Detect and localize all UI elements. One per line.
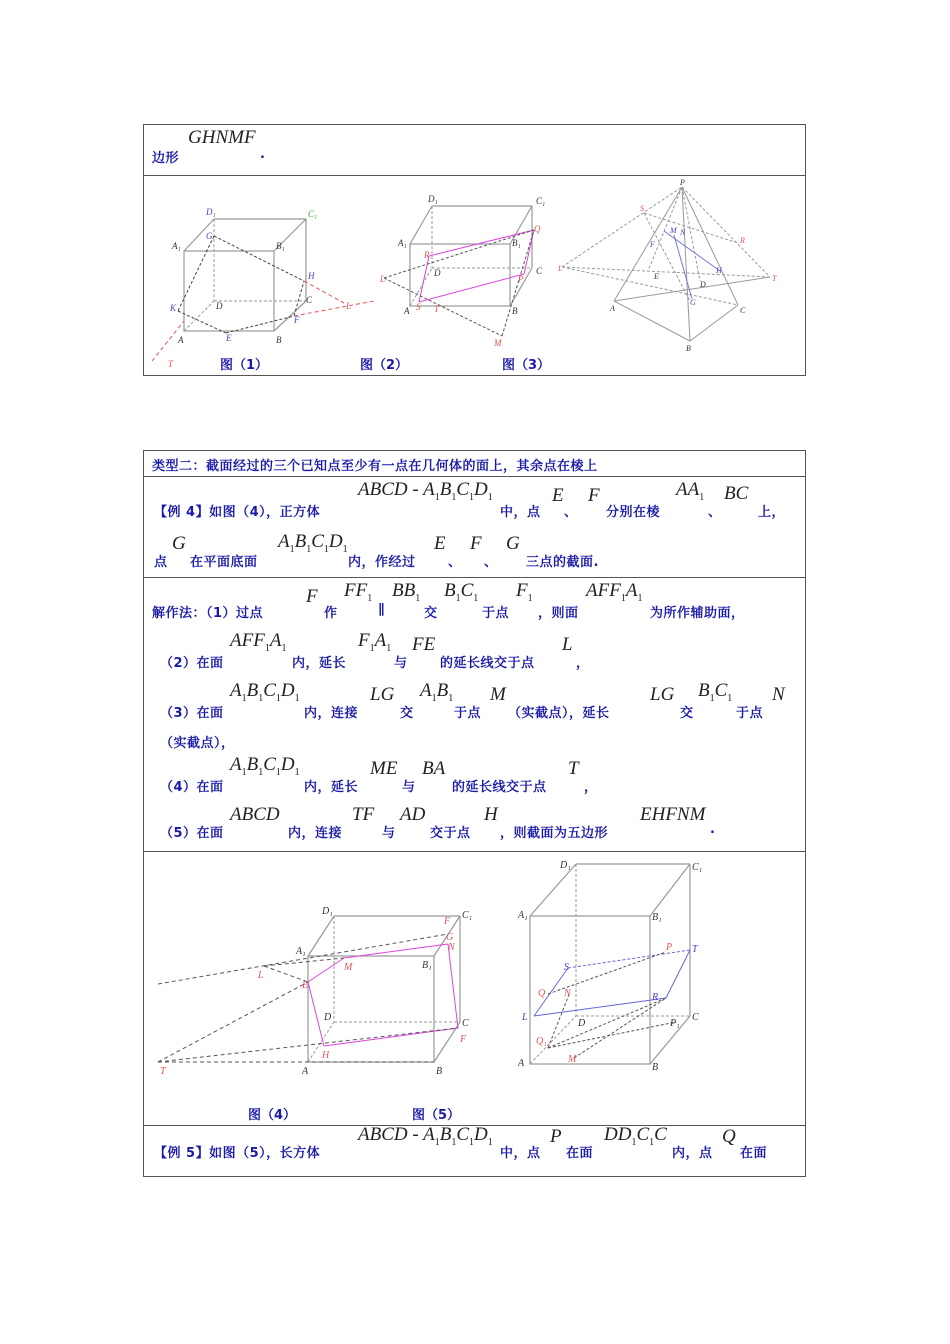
sol-l1-B1C1: $B_1C_1$ xyxy=(444,580,479,604)
sol-l3-f: 交 xyxy=(680,706,694,721)
svg-text:T: T xyxy=(772,274,777,283)
ex5-text-3: 在面 xyxy=(566,1146,594,1161)
sol-l4-T: T xyxy=(568,758,579,779)
svg-text:D: D xyxy=(216,301,223,311)
sol-l3-face: $A_1B_1C_1D_1$ xyxy=(230,680,300,704)
svg-text:D₁: D₁ xyxy=(560,860,571,871)
svg-text:R: R xyxy=(424,250,430,260)
sol-l3-M: M xyxy=(490,684,506,705)
sol-l2-c: 与 xyxy=(394,656,408,671)
svg-text:B: B xyxy=(436,1066,443,1077)
ex5-face: $DD_1C_1C$ xyxy=(604,1124,667,1148)
svg-text:M: M xyxy=(494,338,502,348)
sol-l3-LG2: LG xyxy=(650,684,675,705)
example-5-row xyxy=(144,1126,805,1176)
svg-text:K: K xyxy=(170,303,177,313)
ex4-E2: E xyxy=(434,533,446,554)
ex4-text-1: 【例 4】如图（4），正方体 xyxy=(154,505,321,520)
svg-text:L: L xyxy=(522,1012,528,1023)
svg-text:R: R xyxy=(652,992,659,1003)
svg-text:F: F xyxy=(650,240,655,249)
svg-text:H: H xyxy=(716,266,722,275)
svg-text:L: L xyxy=(258,970,264,981)
ex5-Q: Q xyxy=(722,1126,736,1147)
svg-text:D₁: D₁ xyxy=(322,906,333,917)
ex4-sep-2: 、 xyxy=(708,505,722,520)
heading-row xyxy=(144,451,805,477)
figures-row-2 xyxy=(144,852,805,1126)
sol-l1-BB1: $BB_1$ xyxy=(392,580,421,604)
formula-ghnmf: GHNMF xyxy=(188,127,256,148)
ex4-text-6: 在平面底面 xyxy=(190,555,258,570)
sol-l4-e: ， xyxy=(584,780,598,795)
ex5-P: P xyxy=(550,1126,562,1147)
sol-l1-d: 交 xyxy=(424,606,438,621)
svg-text:A: A xyxy=(610,304,615,313)
svg-text:N: N xyxy=(680,228,686,237)
sol-l3-A1B1: $A_1B_1$ xyxy=(420,680,454,704)
svg-text:N: N xyxy=(448,942,455,953)
sol-l1-F: F xyxy=(306,586,318,607)
type-heading: 类型二：截面经过的三个已知点至少有一点在几何体的面上，其余点在棱上 xyxy=(152,459,598,474)
figure-2 xyxy=(374,186,554,346)
svg-text:F: F xyxy=(294,315,300,325)
figure-3 xyxy=(554,178,794,353)
svg-text:B: B xyxy=(512,306,518,316)
ex5-text-2: 中，点 xyxy=(500,1146,541,1161)
svg-text:C: C xyxy=(536,266,543,276)
svg-text:T: T xyxy=(434,304,440,314)
ex4-sep-3: 、 xyxy=(448,555,462,570)
sol-l2-d: 的延长线交于点 xyxy=(440,656,535,671)
svg-text:A: A xyxy=(404,306,410,316)
svg-text:C₁: C₁ xyxy=(462,910,473,921)
ex4-text-8: 三点的截面. xyxy=(526,555,599,570)
sol-l3-h: （实截点）， xyxy=(160,736,235,751)
sol-l3-a: （3）在面 xyxy=(160,706,224,721)
svg-text:B: B xyxy=(652,1062,659,1073)
sol-l2-AFF1A1: $AFF_1A_1$ xyxy=(230,630,287,654)
table-1-row-figures xyxy=(144,176,805,376)
sol-l3-e: （实截点），延长 xyxy=(508,706,610,721)
svg-text:A: A xyxy=(518,1058,525,1069)
svg-text:A₁: A₁ xyxy=(172,241,181,251)
ex5-text-5: 在面 xyxy=(740,1146,768,1161)
sol-l1-F1: $F_1$ xyxy=(516,580,533,604)
caption-fig-2: 图（2） xyxy=(360,358,409,373)
row-text: 边形 xyxy=(152,151,180,166)
svg-text:A₁: A₁ xyxy=(518,910,528,921)
svg-text:G: G xyxy=(206,231,213,241)
sol-l4-BA: BA xyxy=(422,758,446,779)
svg-text:D: D xyxy=(700,280,706,289)
svg-text:P: P xyxy=(518,274,524,284)
sol-l1-c: ∥ xyxy=(378,602,385,617)
ex4-text-4: 上， xyxy=(758,505,786,520)
svg-text:S: S xyxy=(564,962,569,973)
caption-fig-4: 图（4） xyxy=(248,1108,297,1123)
svg-text:L: L xyxy=(380,274,386,284)
example-4-row xyxy=(144,477,805,578)
table-1-row-1 xyxy=(144,125,805,176)
svg-text:S: S xyxy=(416,302,421,312)
svg-text:C: C xyxy=(462,1018,469,1029)
svg-text:B: B xyxy=(276,335,282,345)
sol-l5-EHFNM: EHFNM xyxy=(640,804,706,825)
sol-l5-b: 内，连接 xyxy=(288,826,343,841)
svg-text:B₁: B₁ xyxy=(512,238,521,248)
svg-text:Q₁: Q₁ xyxy=(536,1036,547,1047)
svg-text:T: T xyxy=(160,1066,166,1077)
svg-text:D: D xyxy=(578,1018,586,1029)
svg-text:C₁: C₁ xyxy=(536,196,546,206)
sol-l1-g: 为所作辅助面， xyxy=(650,606,745,621)
caption-fig-3: 图（3） xyxy=(502,358,551,373)
svg-text:M: M xyxy=(568,1054,577,1065)
sol-l5-TF: TF xyxy=(352,804,375,825)
ex4-cube: ABCD - $A_1B_1C_1D_1$ xyxy=(358,479,493,503)
svg-text:B₁: B₁ xyxy=(276,241,285,251)
svg-text:R: R xyxy=(740,236,745,245)
sol-l5-c: 与 xyxy=(382,826,396,841)
sol-l3-d: 于点 xyxy=(454,706,482,721)
figure-5 xyxy=(504,852,734,1092)
sol-l1-AFF1A1: $AFF_1A_1$ xyxy=(586,580,643,604)
sol-l4-ME: ME xyxy=(370,758,398,779)
sol-l2-F1A1: $F_1A_1$ xyxy=(358,630,392,654)
ex4-text-5: 点 xyxy=(154,555,168,570)
sol-l4-face: $A_1B_1C_1D_1$ xyxy=(230,754,300,778)
table-2 xyxy=(143,450,806,1177)
table-1 xyxy=(143,124,806,376)
svg-text:A₁: A₁ xyxy=(398,238,407,248)
sol-l3-B1C1: $B_1C_1$ xyxy=(698,680,733,704)
ex5-cuboid: ABCD - $A_1B_1C_1D_1$ xyxy=(358,1124,493,1148)
sol-l5-d: 交于点 xyxy=(430,826,471,841)
svg-text:C₁: C₁ xyxy=(692,862,703,873)
sol-l3-N: N xyxy=(772,684,785,705)
svg-text:G: G xyxy=(446,932,454,943)
sol-l5-a: （5）在面 xyxy=(160,826,224,841)
ex4-G2: G xyxy=(506,533,520,554)
svg-text:M: M xyxy=(670,226,677,235)
ex4-BC: BC xyxy=(724,483,749,504)
sol-l1-b: 作 xyxy=(324,606,338,621)
svg-text:B₁: B₁ xyxy=(652,912,662,923)
sol-l5-e: ，则截面为五边形 xyxy=(500,826,609,841)
svg-text:Q: Q xyxy=(534,224,541,234)
ex4-F: F xyxy=(588,485,600,506)
svg-text:P: P xyxy=(666,942,673,953)
svg-text:T: T xyxy=(692,944,698,955)
svg-text:P₁: P₁ xyxy=(670,1018,680,1029)
ex4-G: G xyxy=(172,533,186,554)
svg-text:L: L xyxy=(346,301,352,311)
sol-l3-b: 内，连接 xyxy=(304,706,359,721)
sol-l2-L: L xyxy=(562,634,573,655)
sol-l1-a: 解作法：（1）过点 xyxy=(152,606,264,621)
svg-text:N: N xyxy=(564,988,571,999)
sol-l4-c: 与 xyxy=(402,780,416,795)
ex4-AA1: $AA_1$ xyxy=(676,479,705,503)
ex4-face: $A_1B_1C_1D_1$ xyxy=(278,531,348,555)
ex4-E: E xyxy=(552,485,564,506)
svg-text:C: C xyxy=(306,295,313,305)
svg-text:D₁: D₁ xyxy=(428,194,438,204)
svg-text:T: T xyxy=(168,359,174,369)
svg-text:A: A xyxy=(178,335,184,345)
ex4-text-2: 中，点 xyxy=(500,505,541,520)
ex5-text-4: 内，点 xyxy=(672,1146,713,1161)
svg-text:E: E xyxy=(654,272,659,281)
svg-text:S: S xyxy=(640,204,644,213)
sol-l4-a: （4）在面 xyxy=(160,780,224,795)
svg-text:B: B xyxy=(686,344,691,353)
sol-l1-e: 于点 xyxy=(482,606,510,621)
svg-text:E: E xyxy=(226,333,232,343)
svg-text:D: D xyxy=(324,1012,332,1023)
svg-text:G: G xyxy=(690,298,696,307)
svg-text:L: L xyxy=(558,264,563,273)
svg-text:E: E xyxy=(302,980,309,991)
sol-l3-LG: LG xyxy=(370,684,395,705)
svg-text:Q: Q xyxy=(538,988,546,999)
sol-l1-FF1: $FF_1$ xyxy=(344,580,373,604)
svg-text:A: A xyxy=(302,1066,309,1077)
ex4-sep-1: 、 xyxy=(564,505,578,520)
row-suffix: . xyxy=(260,147,266,162)
sol-l5-H: H xyxy=(484,804,498,825)
svg-text:C₁: C₁ xyxy=(308,209,318,219)
sol-l2-FE: FE xyxy=(412,634,436,655)
svg-text:H: H xyxy=(322,1050,330,1061)
svg-text:A₁: A₁ xyxy=(296,946,306,957)
svg-text:C: C xyxy=(692,1012,699,1023)
sol-l1-f: ，则面 xyxy=(538,606,579,621)
ex5-text-1: 【例 5】如图（5），长方体 xyxy=(154,1146,321,1161)
svg-text:F: F xyxy=(460,1034,467,1045)
sol-l2-b: 内，延长 xyxy=(292,656,347,671)
sol-l2-e: ， xyxy=(576,656,590,671)
svg-text:P: P xyxy=(680,178,685,187)
sol-l4-b: 内，延长 xyxy=(304,780,359,795)
sol-l5-AD: AD xyxy=(400,804,426,825)
sol-l5-f: . xyxy=(710,822,716,837)
caption-fig-5: 图（5） xyxy=(412,1108,461,1123)
ex4-sep-4: 、 xyxy=(484,555,498,570)
svg-text:F: F xyxy=(444,916,451,927)
sol-l2-a: （2）在面 xyxy=(160,656,224,671)
svg-text:D₁: D₁ xyxy=(206,207,216,217)
sol-l4-d: 的延长线交于点 xyxy=(452,780,547,795)
caption-fig-1: 图（1） xyxy=(220,358,269,373)
ex4-F2: F xyxy=(470,533,482,554)
sol-l5-ABCD: ABCD xyxy=(230,804,280,825)
svg-text:M: M xyxy=(344,962,353,973)
sol-l3-g: 于点 xyxy=(736,706,764,721)
ex4-text-7: 内，作经过 xyxy=(348,555,416,570)
sol-l3-c: 交 xyxy=(400,706,414,721)
figure-4 xyxy=(148,872,488,1102)
ex4-text-3: 分别在棱 xyxy=(606,505,661,520)
svg-text:H: H xyxy=(308,271,315,281)
svg-text:D: D xyxy=(434,268,441,278)
svg-text:C: C xyxy=(740,306,746,315)
solution-row xyxy=(144,578,805,852)
svg-text:B₁: B₁ xyxy=(422,960,432,971)
